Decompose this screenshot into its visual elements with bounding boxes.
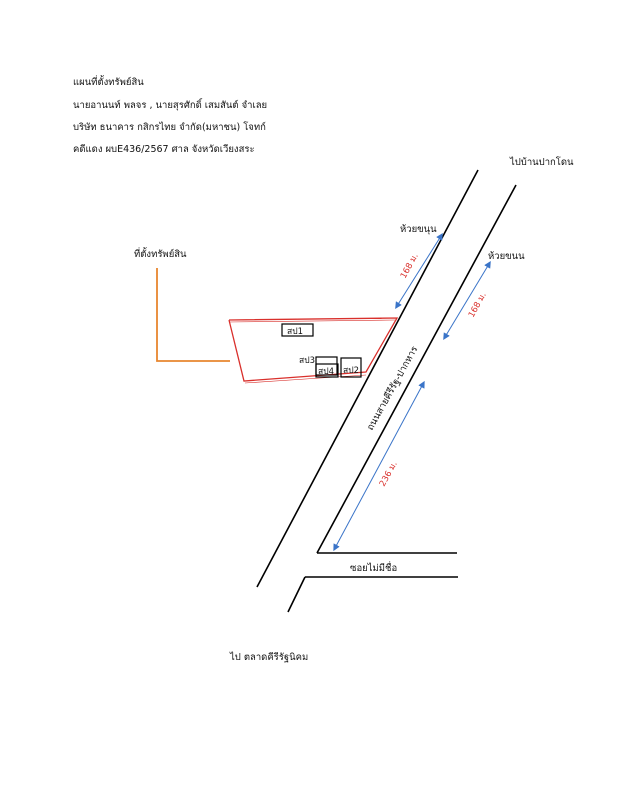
plot-label-2: สป2 <box>343 366 359 376</box>
plot-label-1: สป1 <box>287 327 303 337</box>
side-road-label: ซอยไม่มีชื่อ <box>350 563 398 574</box>
main-road-west-edge-south <box>288 577 305 612</box>
distance-east-label: 168 ม. <box>466 290 489 320</box>
plot-label-4: สป4 <box>318 367 334 377</box>
direction-south-label: ไป ตลาดคีรีรัฐนิคม <box>230 652 309 663</box>
map-title: แผนที่ตั้งทรัพย์สิน <box>73 77 144 88</box>
plot-label-3: สป3 <box>299 356 315 366</box>
landmark-west-label: ห้วยขนุน <box>400 224 437 235</box>
defendants-line: นายอานนท์ พลจร , นายสุรศักดิ์ เสมสันต์ จำเลย <box>73 100 268 111</box>
main-road-west-edge <box>257 170 478 587</box>
direction-north-label: ไปบ้านปากโดน <box>510 157 574 168</box>
distance-west-label: 168 ม. <box>398 251 421 281</box>
road-name-label: ถนนสายคีรีรัฐ-ปากหาร <box>365 344 421 433</box>
case-number-line: คดีแดง ผบE436/2567 ศาล จังหวัดเวียงสระ <box>73 144 255 155</box>
property-pointer-line <box>157 268 230 361</box>
property-pointer-label: ที่ตั้งทรัพย์สิน <box>134 249 187 260</box>
landmark-east-label: ห้วยขนน <box>488 251 525 262</box>
distance-south-label: 236 ม. <box>377 459 400 489</box>
plaintiff-line: บริษัท ธนาคาร กสิกรไทย จำกัด(มหาชน) โจทก์ <box>73 122 266 133</box>
